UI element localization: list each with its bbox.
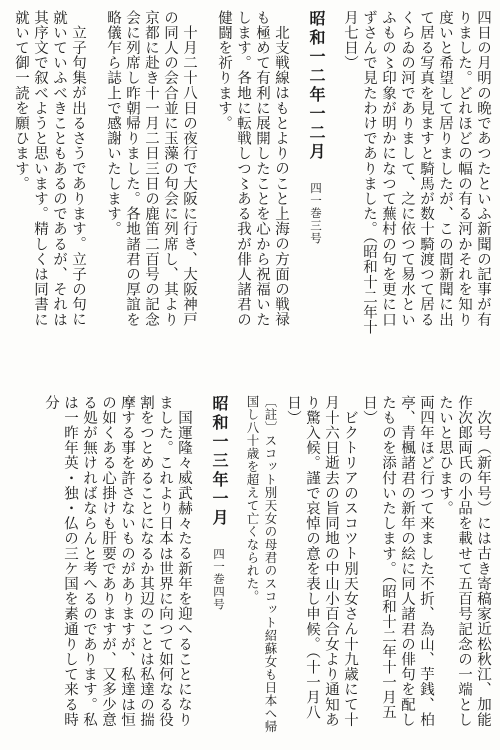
editor-note <box>243 395 279 735</box>
volume-issue-ref: 四一巻三号 <box>309 182 323 245</box>
section-heading-showa-13-1 <box>207 395 231 735</box>
bottom-half-column-block <box>8 395 492 735</box>
paragraph-victoria-condolence: ビクトリアのスコツト別天女さん十九歳にて十月十六日逝去の旨同地の中山小百合女より通知あり驚入候。謹で哀悼の意を表し申候。（十一月八日） <box>285 395 358 728</box>
top-half-column-block <box>8 10 492 340</box>
note-text: スコット別天女の母君のスコット紹蘇女も日本へ帰国し八十歳を超えて亡くなられた。 <box>245 395 278 733</box>
paragraph-new-year-address: 国運隆々威武赫々たる新年を迎へることになりました。これより日本は世界に向つて如何なる役割をつとめることになるか其辺のことは私達の揣摩する事を許さないものがありますが、私達は恒の如くある心掛けも肝要でありますが、又多少意る処が無ければならんと考へるのであります。私は一昨年英・独・仏の三ケ国を素通りして来る時分 <box>43 395 192 728</box>
note-mark: 〔註〕 <box>263 395 278 434</box>
section-heading-showa-12-12 <box>304 10 328 340</box>
paragraph-artists-paintings: 両四年ほど行つて来ました不折、為山、芋銭、柏亭、青楓諸君の新年の絵に同人諸君の俳句を配したものを添付いたします。（昭和十二年十一月五日） <box>361 395 434 728</box>
paragraph-osaka-kyoto-trip: 十月二十八日の夜行で大阪に行き、大阪神戸の同人の会合並に玉藻の句会に列席し、其より京都に赴き十一月二日三日の鹿笛二百号の記念会に列席し昨朝帰りました。各地諸君の厚誼を略儀乍ら誌上で感謝いたします。 <box>105 10 197 328</box>
section-heading-title: 昭和一二年一二月 <box>307 10 326 162</box>
paragraph-north-china-front: 北支戦線はもとよりのこと上海の方面の戦禄も極めて有利に展開したことを心から祝福いたします。各地に転戦しつ〻ある我が俳人諸君の健闘を祈ります。 <box>216 10 289 328</box>
volume-issue-ref: 四一巻四号 <box>212 548 226 611</box>
section-heading-title: 昭和一三年一月 <box>210 395 229 528</box>
paragraph-yishui-river: 四日の月明の晩であつたといふ新聞の記事が有りました。どれほどの幅の有る河かそれを知り度いと希望して居りましたが、この間新聞に出て居る写真を見ますと騎馬が数十騎渡つて居るくらゐの河でありまして、之に依つて易水といふもの〻印象が明かになつて蕪村の句を更に口ずさんで見たわけでありました。（昭和十二年十月七日） <box>342 10 491 335</box>
paragraph-tatsuko-collection: 立子句集が出るさうであります。立子の句に就いていふべきこともあるのであるが、それは其序文で叙べようと思います。精しくは同書に就いて御一読を願ひます。 <box>13 10 86 328</box>
paragraph-next-issue: 次号（新年号）には古き寄稿家近松秋江、加能作次郎両氏の小品を載せて五百号記念の一端としたいと思ひます。 <box>437 395 491 728</box>
